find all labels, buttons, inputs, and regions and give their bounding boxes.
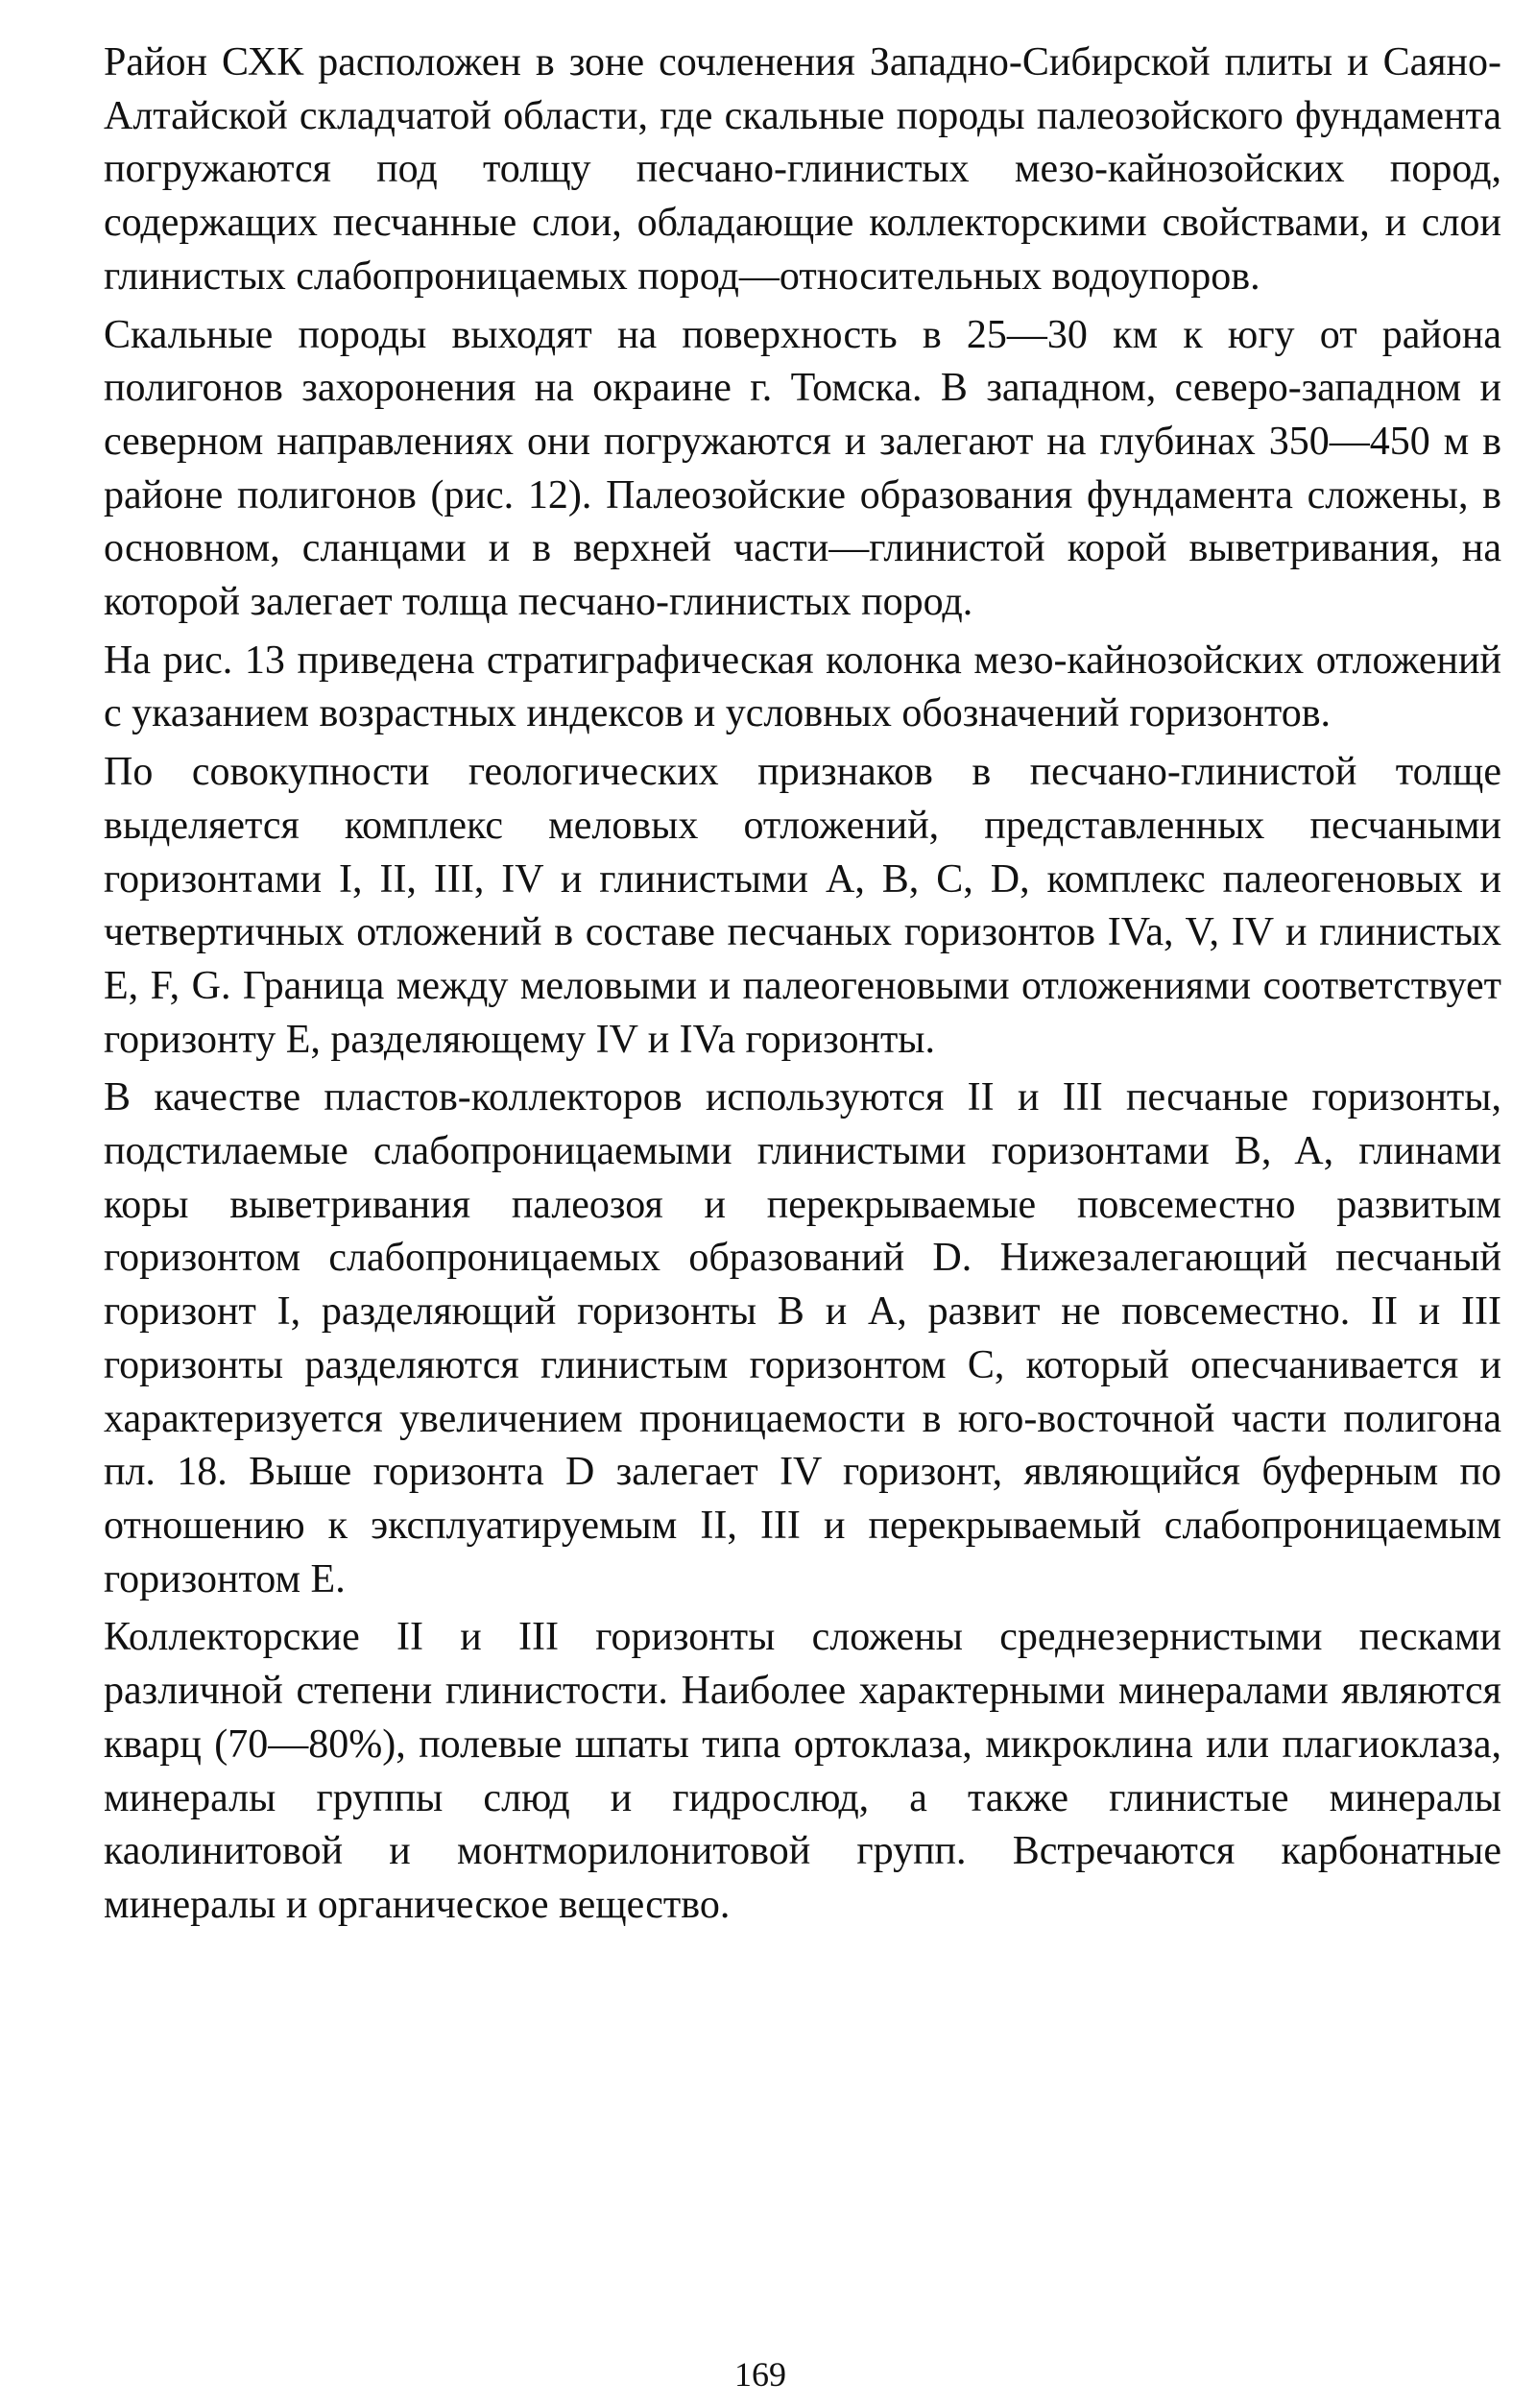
paragraph-5: В качестве пластов-коллекторов используются II и III песчаные горизонты, подстилаемые слабопроницаемыми глинистыми горизонтами B, A, глинами коры выветривания палеозоя и перекрываемые повсеместно развитым горизонтом слабопроницаемых образований D. Нижезалегающий песчаный горизонт I, разделяющий горизонты B и A, развит не повсеместно. II и III горизонты разделяются глинистым горизонтом C, который опесчанивается и характеризуется увеличением проницаемости в юго-восточной части полигона пл. 18. Выше горизонта D залегает IV горизонт, являющийся буферным по отношению к эксплуатируемым II, III и перекрываемый слабопроницаемым горизонтом E. bbox=[104, 1075, 1501, 1601]
paragraph-6: Коллекторские II и III горизонты сложены среднезернистыми песками различной степени глинистости. Наиболее характерными минералами являются кварц (70—80%), полевые шпаты типа ортоклаза, микроклина или плагиоклаза, минералы группы слюд и гидрослюд, а также глинистые минералы каолинитовой и монтморилонитовой групп. Встречаются карбонатные минералы и органическое вещество. bbox=[104, 1615, 1501, 1927]
page-body bbox=[104, 36, 1501, 1938]
page-number: 169 bbox=[734, 2355, 786, 2394]
paragraph-4: По совокупности геологических признаков в песчано-глинистой толще выделяется комплекс меловых отложений, представленных песчаными горизонтами I, II, III, IV и глинистыми A, B, C, D, комплекс палеогеновых и четвертичных отложений в составе песчаных горизонтов IVa, V, IV и глинистых E, F, G. Граница между меловыми и палеогеновыми отложениями соответствует горизонту E, разделяющему IV и IVa горизонты. bbox=[104, 750, 1501, 1062]
paragraph-1: Район СХК расположен в зоне сочленения Западно-Сибирской плиты и Саяно-Алтайской складчатой области, где скальные породы палеозойского фундамента погружаются под толщу песчано-глинистых мезо-кайнозойских пород, содержащих песчанные слои, обладающие коллекторскими свойствами, и слои глинистых слабопроницаемых пород—относительных водоупоров. bbox=[104, 40, 1501, 299]
paragraph-3: На рис. 13 приведена стратиграфическая колонка мезо-кайнозойских отложений с указанием возрастных индексов и условных обозначений горизонтов. bbox=[104, 638, 1501, 736]
paragraph-2: Скальные породы выходят на поверхность в 25—30 км к югу от района полигонов захоронения на окраине г. Томска. В западном, северо-западном и северном направлениях они погружаются и залегают на глубинах 350—450 м в районе полигонов (рис. 12). Палеозойские образования фундамента сложены, в основном, сланцами и в верхней части—глинистой корой выветривания, на которой залегает толща песчано-глинистых пород. bbox=[104, 312, 1501, 625]
